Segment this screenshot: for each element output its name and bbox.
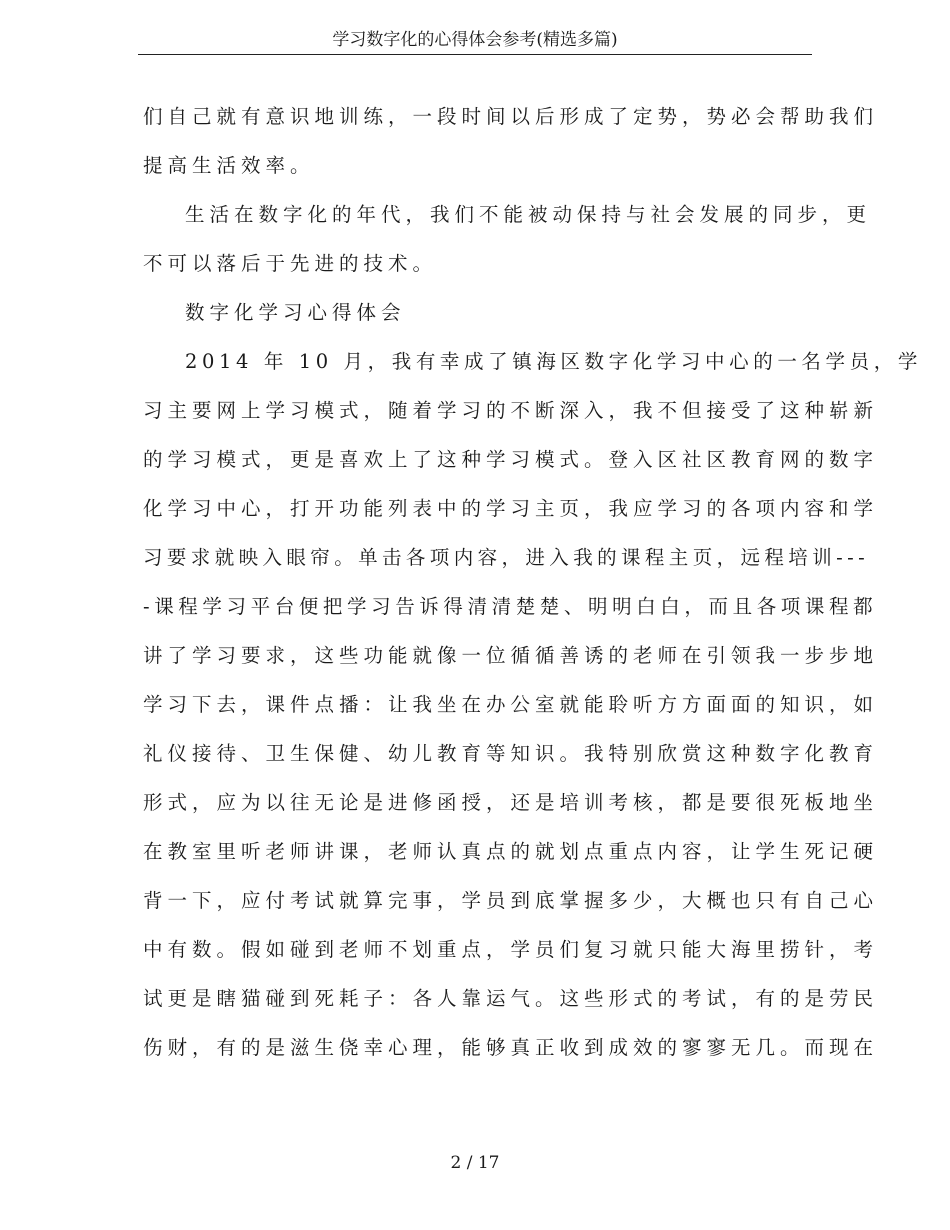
text-line: 伤财，有的是滋生侥幸心理，能够真正收到成效的寥寥无几。而现在 xyxy=(143,1036,879,1059)
document-body xyxy=(143,92,922,1072)
header-divider xyxy=(138,54,812,55)
text-line: 试更是瞎猫碰到死耗子：各人靠运气。这些形式的考试，有的是劳民 xyxy=(143,987,879,1010)
text-line: 2014 年 10 月，我有幸成了镇海区数字化学习中心的一名学员，学 xyxy=(185,350,922,373)
page-number: 2 / 17 xyxy=(450,1153,500,1173)
text-line: 数字化学习心得体会 xyxy=(185,301,406,324)
text-line: 背一下，应付考试就算完事，学员到底掌握多少，大概也只有自己心 xyxy=(143,889,879,912)
paragraph xyxy=(143,337,922,1072)
paragraph xyxy=(143,92,879,190)
section-heading xyxy=(143,288,813,337)
text-line: 不可以落后于先进的技术。 xyxy=(143,252,438,275)
text-line: 习主要网上学习模式，随着学习的不断深入，我不但接受了这种崭新 xyxy=(143,399,879,422)
text-line: 提高生活效率。 xyxy=(143,154,315,177)
text-line: 学习下去，课件点播：让我坐在办公室就能聆听方方面面的知识，如 xyxy=(143,693,879,716)
text-line: 生活在数字化的年代，我们不能被动保持与社会发展的同步，更 xyxy=(185,203,872,226)
text-line: 习要求就映入眼帘。单击各项内容，进入我的课程主页，远程培训--- xyxy=(143,546,870,569)
text-line: -课程学习平台便把学习告诉得清清楚楚、明明白白，而且各项课程都 xyxy=(143,595,878,618)
text-line: 们自己就有意识地训练，一段时间以后形成了定势，势必会帮助我们 xyxy=(143,105,879,128)
text-line: 讲了学习要求，这些功能就像一位循循善诱的老师在引领我一步步地 xyxy=(143,644,879,667)
text-line: 中有数。假如碰到老师不划重点，学员们复习就只能大海里捞针，考 xyxy=(143,938,879,961)
text-line: 的学习模式，更是喜欢上了这种学习模式。登入区社区教育网的数字 xyxy=(143,448,879,471)
paragraph xyxy=(143,190,872,288)
text-line: 礼仪接待、卫生保健、幼儿教育等知识。我特别欣赏这种数字化教育 xyxy=(143,742,879,765)
text-line: 形式，应为以往无论是进修函授，还是培训考核，都是要很死板地坐 xyxy=(143,791,879,814)
text-line: 在教室里听老师讲课，老师认真点的就划点重点内容，让学生死记硬 xyxy=(143,840,879,863)
text-line: 化学习中心，打开功能列表中的学习主页，我应学习的各项内容和学 xyxy=(143,497,879,520)
page-header-title: 学习数字化的心得体会参考(精选多篇) xyxy=(332,30,618,50)
